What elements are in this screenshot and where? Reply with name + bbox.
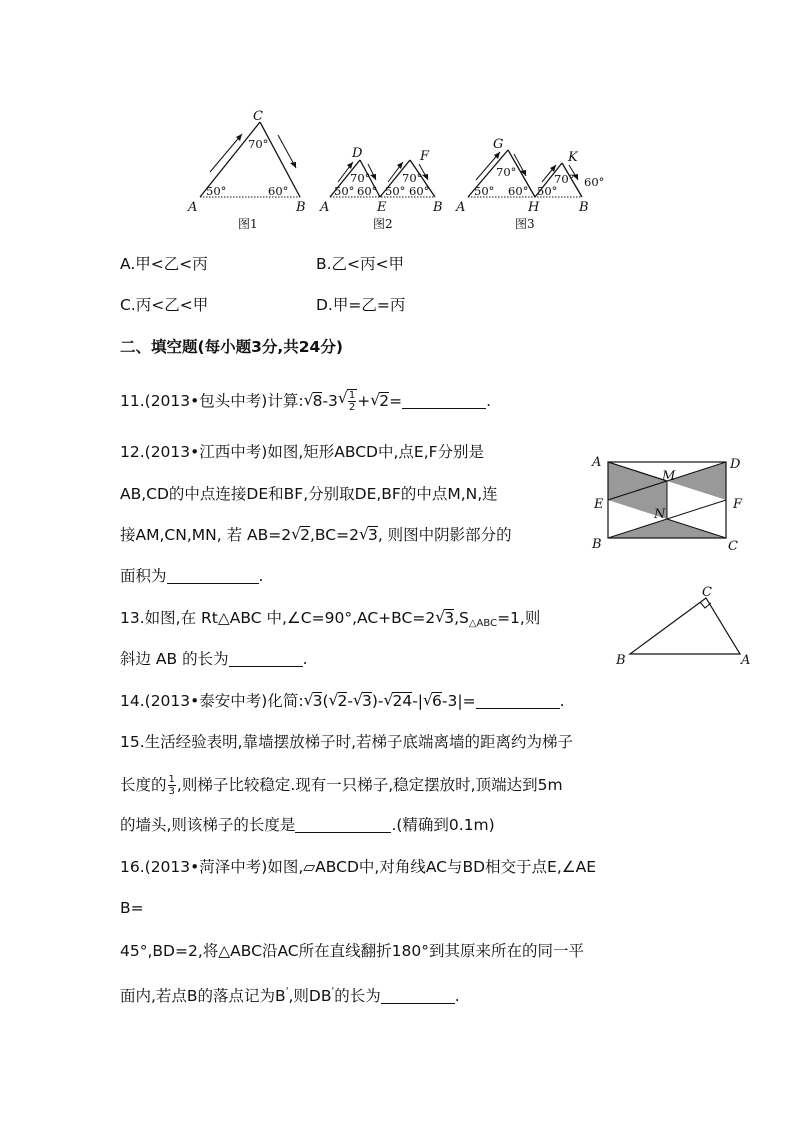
q15-line2: 长度的 $\frac{1}{3}$ ,则梯子比较稳定.现有一只梯子,稳定摆放时,顶端达到5m (120, 774, 563, 797)
figure-1 (187, 110, 306, 231)
question-14: 14.(2013•泰安中考)化简:√ 3(√ 2-√ 3)-√ 24-|√ 6-3|= . (120, 691, 565, 711)
fig3-angle-50: 50° (537, 184, 558, 198)
fig3-label-b: B (579, 200, 589, 215)
q13-label-b: B (616, 653, 626, 668)
option-d: D.甲=乙=丙 (316, 296, 406, 314)
q11-equals: = (389, 392, 403, 410)
option-b: B.乙<丙<甲 (316, 255, 405, 273)
q13-answer-blank[interactable] (229, 650, 303, 667)
figure-2 (319, 146, 443, 231)
q12-line3: 接AM,CN,MN, 若 AB=2√ 2,BC=2√ 3, 则图中阴影部分的 (120, 525, 512, 545)
q16-line2: B= (120, 899, 144, 917)
q12-label-n: N (654, 507, 666, 522)
q12-label-f: F (733, 497, 743, 512)
fig2-label-d: D (352, 146, 363, 161)
q12-line4: 面积为 . (120, 567, 264, 585)
fig3-angle-a: 50° (474, 184, 495, 198)
q13-line2: 斜边 AB 的长为 . (120, 650, 308, 668)
triangle-figures (180, 110, 620, 232)
fig1-label-a: A (188, 200, 198, 215)
q12-rectangle-figure (588, 452, 748, 552)
fig3-label-g: G (493, 137, 504, 152)
question-11: 11.(2013•包头中考)计算:√ 8-3 √ $\frac{1}{2}$ +√ 2= . (120, 389, 491, 413)
q11-answer-blank[interactable] (402, 392, 486, 409)
fig1-caption: 图1 (238, 217, 258, 231)
q11-sqrt-2: √ 2 (370, 391, 389, 411)
q12-answer-blank[interactable] (167, 567, 259, 584)
fig1-angle-b: 60° (268, 184, 289, 198)
q14-sqrt-2: √ 2 (329, 691, 348, 711)
option-a: A.甲<乙<丙 (120, 255, 208, 273)
fig2-angle-f: 70° (402, 171, 423, 185)
q14-sqrt-3b: √ 3 (353, 691, 372, 711)
fig2-angle-3: 50° (385, 184, 406, 198)
q15-line1: 15.生活经验表明,靠墙摆放梯子时,若梯子底端离墙的距离约为梯子 (120, 733, 574, 751)
q14-sqrt-24: √ 24 (383, 691, 412, 711)
fig1-angle-a: 50° (206, 184, 227, 198)
fig3-label-a: A (456, 200, 466, 215)
fig1-label-b: B (296, 200, 306, 215)
q15-answer-blank[interactable] (295, 816, 391, 833)
q11-sqrt-8: √ 8 (304, 391, 323, 411)
fig2-angle-d: 70° (350, 171, 371, 185)
fig1-label-c: C (253, 110, 263, 124)
q11-minus3: -3 (322, 392, 338, 410)
q15-fraction: $\frac{1}{3}$ (168, 774, 175, 797)
fig2-label-e: E (377, 200, 387, 215)
q16-line4: 面内,若点B的落点记为B',则DB'的长为 . (120, 986, 460, 1005)
fig3-caption: 图3 (515, 217, 535, 231)
q14-sqrt-3: √ 3 (304, 691, 323, 711)
fig2-label-a: A (320, 200, 330, 215)
fig2-angle-1: 50° (334, 184, 355, 198)
q12-label-d: D (730, 457, 741, 472)
option-c: C.丙<乙<甲 (120, 296, 209, 314)
q12-line1: 12.(2013•江西中考)如图,矩形ABCD中,点E,F分别是 (120, 443, 485, 461)
fig3-angle-k: 70° (554, 172, 575, 186)
q12-line2: AB,CD的中点连接DE和BF,分别取DE,BF的中点M,N,连 (120, 485, 498, 503)
fig3-angle-g: 70° (496, 165, 517, 179)
q12-label-b: B (592, 537, 602, 552)
fig3-angle-k2: 60° (584, 175, 605, 189)
q11-plus: + (357, 392, 371, 410)
q11-fraction: √ $\frac{1}{2}$ (348, 390, 356, 413)
q13-label-c: C (702, 585, 712, 600)
fig1-angle-c: 70° (248, 137, 269, 151)
q13-label-a: A (741, 653, 751, 668)
q12-label-m: M (662, 469, 676, 484)
q12-sqrt-2: √ 2 (291, 525, 310, 545)
q13-sqrt-3: √ 3 (435, 608, 454, 628)
q14-sqrt-6: √ 6 (423, 691, 442, 711)
fig2-angle-2: 60° (357, 184, 378, 198)
q11-prefix: 11.(2013•包头中考)计算: (120, 392, 304, 410)
q15-line3: 的墙头,则该梯子的长度是 .(精确到0.1m) (120, 816, 495, 834)
fig2-caption: 图2 (373, 217, 393, 231)
q12-label-a: A (592, 455, 602, 470)
q13-triangle-figure (610, 582, 760, 668)
q16-line3: 45°,BD=2,将△ABC沿AC所在直线翻折180°到其原来所在的同一平 (120, 942, 584, 960)
fig2-label-f: F (420, 149, 430, 164)
fig2-label-b: B (433, 200, 443, 215)
fig3-label-h: H (528, 200, 540, 215)
fig2-angle-4: 60° (409, 184, 430, 198)
q12-label-c: C (728, 539, 738, 552)
q13-line1: 13.如图,在 Rt△ABC 中,∠C=90°,AC+BC=2√ $3,S_{\triangle ABC}=1$,则 (120, 608, 540, 634)
section-heading: 二、填空题(每小题3分,共24分) (120, 338, 343, 356)
q11-sqrt-half (338, 389, 357, 413)
q16-line1: 16.(2013•菏泽中考)如图,▱ABCD中,对角线AC与BD相交于点E,∠AE (120, 858, 597, 876)
q12-label-e: E (594, 497, 604, 512)
q16-answer-blank[interactable] (381, 987, 455, 1004)
fig3-angle-h: 60° (508, 184, 529, 198)
q12-sqrt-3: √ 3 (359, 525, 378, 545)
q14-answer-blank[interactable] (476, 692, 560, 709)
figure-3 (455, 137, 604, 231)
fig3-label-k: K (568, 150, 578, 165)
